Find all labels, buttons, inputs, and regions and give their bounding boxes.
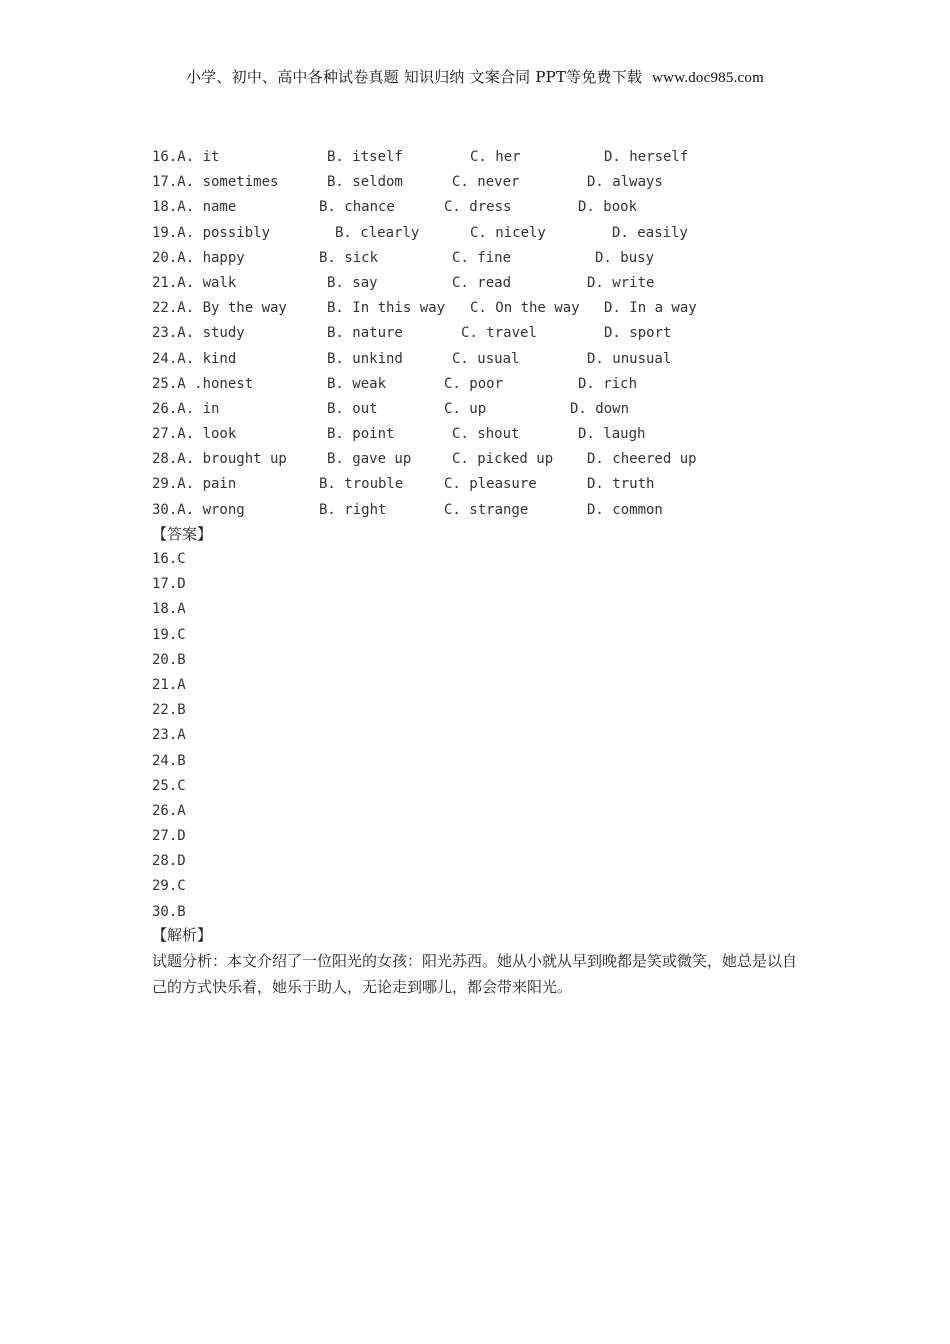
header-site-url: www.doc985.com bbox=[652, 70, 764, 86]
answer-item: 22.B bbox=[152, 702, 186, 719]
option-d: D. rich bbox=[578, 375, 638, 392]
option-a: 27.A. look bbox=[152, 426, 237, 443]
answer-item: 20.B bbox=[152, 651, 186, 668]
option-d: D. In a way bbox=[604, 300, 697, 317]
option-d: D. book bbox=[578, 199, 638, 216]
analysis-heading: 【解析】 bbox=[152, 926, 213, 944]
option-b: B. right bbox=[319, 501, 387, 518]
question-row-30 bbox=[152, 498, 792, 523]
option-c: C. her bbox=[470, 149, 521, 165]
option-b: B. chance bbox=[319, 199, 395, 216]
header-title: 小学、初中、高中各种试卷真题 知识归纳 文案合同 PPT等免费下载 bbox=[186, 68, 643, 86]
answer-item: 16.C bbox=[152, 551, 186, 567]
answer-item: 19.C bbox=[152, 626, 186, 643]
option-c: C. up bbox=[444, 400, 487, 417]
answer-item: 18.A bbox=[152, 601, 186, 618]
option-a: 29.A. pain bbox=[152, 476, 237, 493]
answer-item: 29.C bbox=[152, 878, 186, 895]
option-c: C. shout bbox=[452, 426, 520, 443]
answers-list bbox=[152, 547, 186, 925]
option-d: D. sport bbox=[604, 325, 672, 342]
option-d: D. laugh bbox=[578, 426, 646, 443]
answer-item: 24.B bbox=[152, 752, 186, 769]
option-d: D. easily bbox=[612, 224, 688, 241]
option-c: C. nicely bbox=[470, 224, 546, 241]
option-c: C. read bbox=[452, 274, 512, 291]
question-row-20 bbox=[152, 246, 792, 271]
option-a: 26.A. in bbox=[152, 400, 220, 417]
option-c: C. poor bbox=[444, 375, 504, 392]
option-b: B. point bbox=[327, 426, 395, 443]
option-d: D. unusual bbox=[587, 350, 672, 367]
option-a: 18.A. name bbox=[152, 199, 237, 216]
option-a: 17.A. sometimes bbox=[152, 174, 279, 191]
question-row-22 bbox=[152, 296, 792, 321]
question-row-25 bbox=[152, 372, 792, 397]
option-c: C. usual bbox=[452, 350, 520, 367]
option-a: 19.A. possibly bbox=[152, 224, 271, 241]
question-row-23 bbox=[152, 321, 792, 346]
option-c: C. strange bbox=[444, 501, 529, 518]
question-row-28 bbox=[152, 447, 792, 472]
answers-heading: 【答案】 bbox=[152, 525, 213, 543]
answer-item: 17.D bbox=[152, 576, 186, 593]
answer-item: 21.A bbox=[152, 676, 186, 693]
option-d: D. busy bbox=[595, 249, 655, 266]
option-b: B. out bbox=[327, 400, 378, 417]
question-row-17 bbox=[152, 170, 792, 195]
option-b: B. say bbox=[327, 274, 378, 291]
option-a: 22.A. By the way bbox=[152, 300, 287, 317]
page-header bbox=[0, 66, 950, 87]
option-b: B. trouble bbox=[319, 476, 404, 493]
question-row-19 bbox=[152, 221, 792, 246]
question-row-16 bbox=[152, 145, 792, 170]
answer-item: 28.D bbox=[152, 853, 186, 870]
option-b: B. sick bbox=[319, 249, 379, 266]
option-b: B. nature bbox=[327, 325, 403, 342]
question-row-18 bbox=[152, 195, 792, 220]
answer-item: 30.B bbox=[152, 903, 186, 920]
option-b: B. gave up bbox=[327, 451, 412, 468]
analysis-paragraph: 试题分析：本文介绍了一位阳光的女孩：阳光苏西。她从小就从早到晚都是笑或微笑，她总是以自己的方式快乐着，她乐于助人，无论走到哪儿，都会带来阳光。 bbox=[152, 952, 798, 996]
option-b: B. itself bbox=[327, 149, 403, 165]
option-a: 28.A. brought up bbox=[152, 451, 287, 468]
option-b: B. unkind bbox=[327, 350, 403, 367]
question-row-27 bbox=[152, 422, 792, 447]
question-row-29 bbox=[152, 472, 792, 497]
question-options-list bbox=[152, 145, 792, 523]
option-c: C. dress bbox=[444, 199, 512, 216]
option-d: D. write bbox=[587, 274, 655, 291]
option-a: 21.A. walk bbox=[152, 274, 237, 291]
option-b: B. In this way bbox=[327, 300, 446, 317]
option-a: 24.A. kind bbox=[152, 350, 237, 367]
option-c: C. never bbox=[452, 174, 520, 191]
option-c: C. pleasure bbox=[444, 476, 537, 493]
option-a: 25.A .honest bbox=[152, 375, 254, 392]
option-d: D. truth bbox=[587, 476, 655, 493]
option-d: D. always bbox=[587, 174, 663, 191]
option-c: C. On the way bbox=[470, 300, 580, 317]
question-row-26 bbox=[152, 397, 792, 422]
answer-item: 23.A bbox=[152, 727, 186, 744]
option-a: 20.A. happy bbox=[152, 249, 245, 266]
option-b: B. seldom bbox=[327, 174, 403, 191]
answer-item: 27.D bbox=[152, 828, 186, 845]
option-d: D. cheered up bbox=[587, 451, 697, 468]
question-row-24 bbox=[152, 347, 792, 372]
option-b: B. clearly bbox=[335, 224, 420, 241]
option-d: D. down bbox=[570, 400, 630, 417]
option-c: C. picked up bbox=[452, 451, 554, 468]
answer-item: 25.C bbox=[152, 777, 186, 794]
question-row-21 bbox=[152, 271, 792, 296]
answer-item: 26.A bbox=[152, 802, 186, 819]
option-a: 16.A. it bbox=[152, 149, 220, 165]
option-d: D. common bbox=[587, 501, 663, 518]
option-d: D. herself bbox=[604, 149, 689, 165]
option-b: B. weak bbox=[327, 375, 387, 392]
option-a: 30.A. wrong bbox=[152, 501, 245, 518]
option-c: C. fine bbox=[452, 249, 512, 266]
option-a: 23.A. study bbox=[152, 325, 245, 342]
option-c: C. travel bbox=[461, 325, 537, 342]
